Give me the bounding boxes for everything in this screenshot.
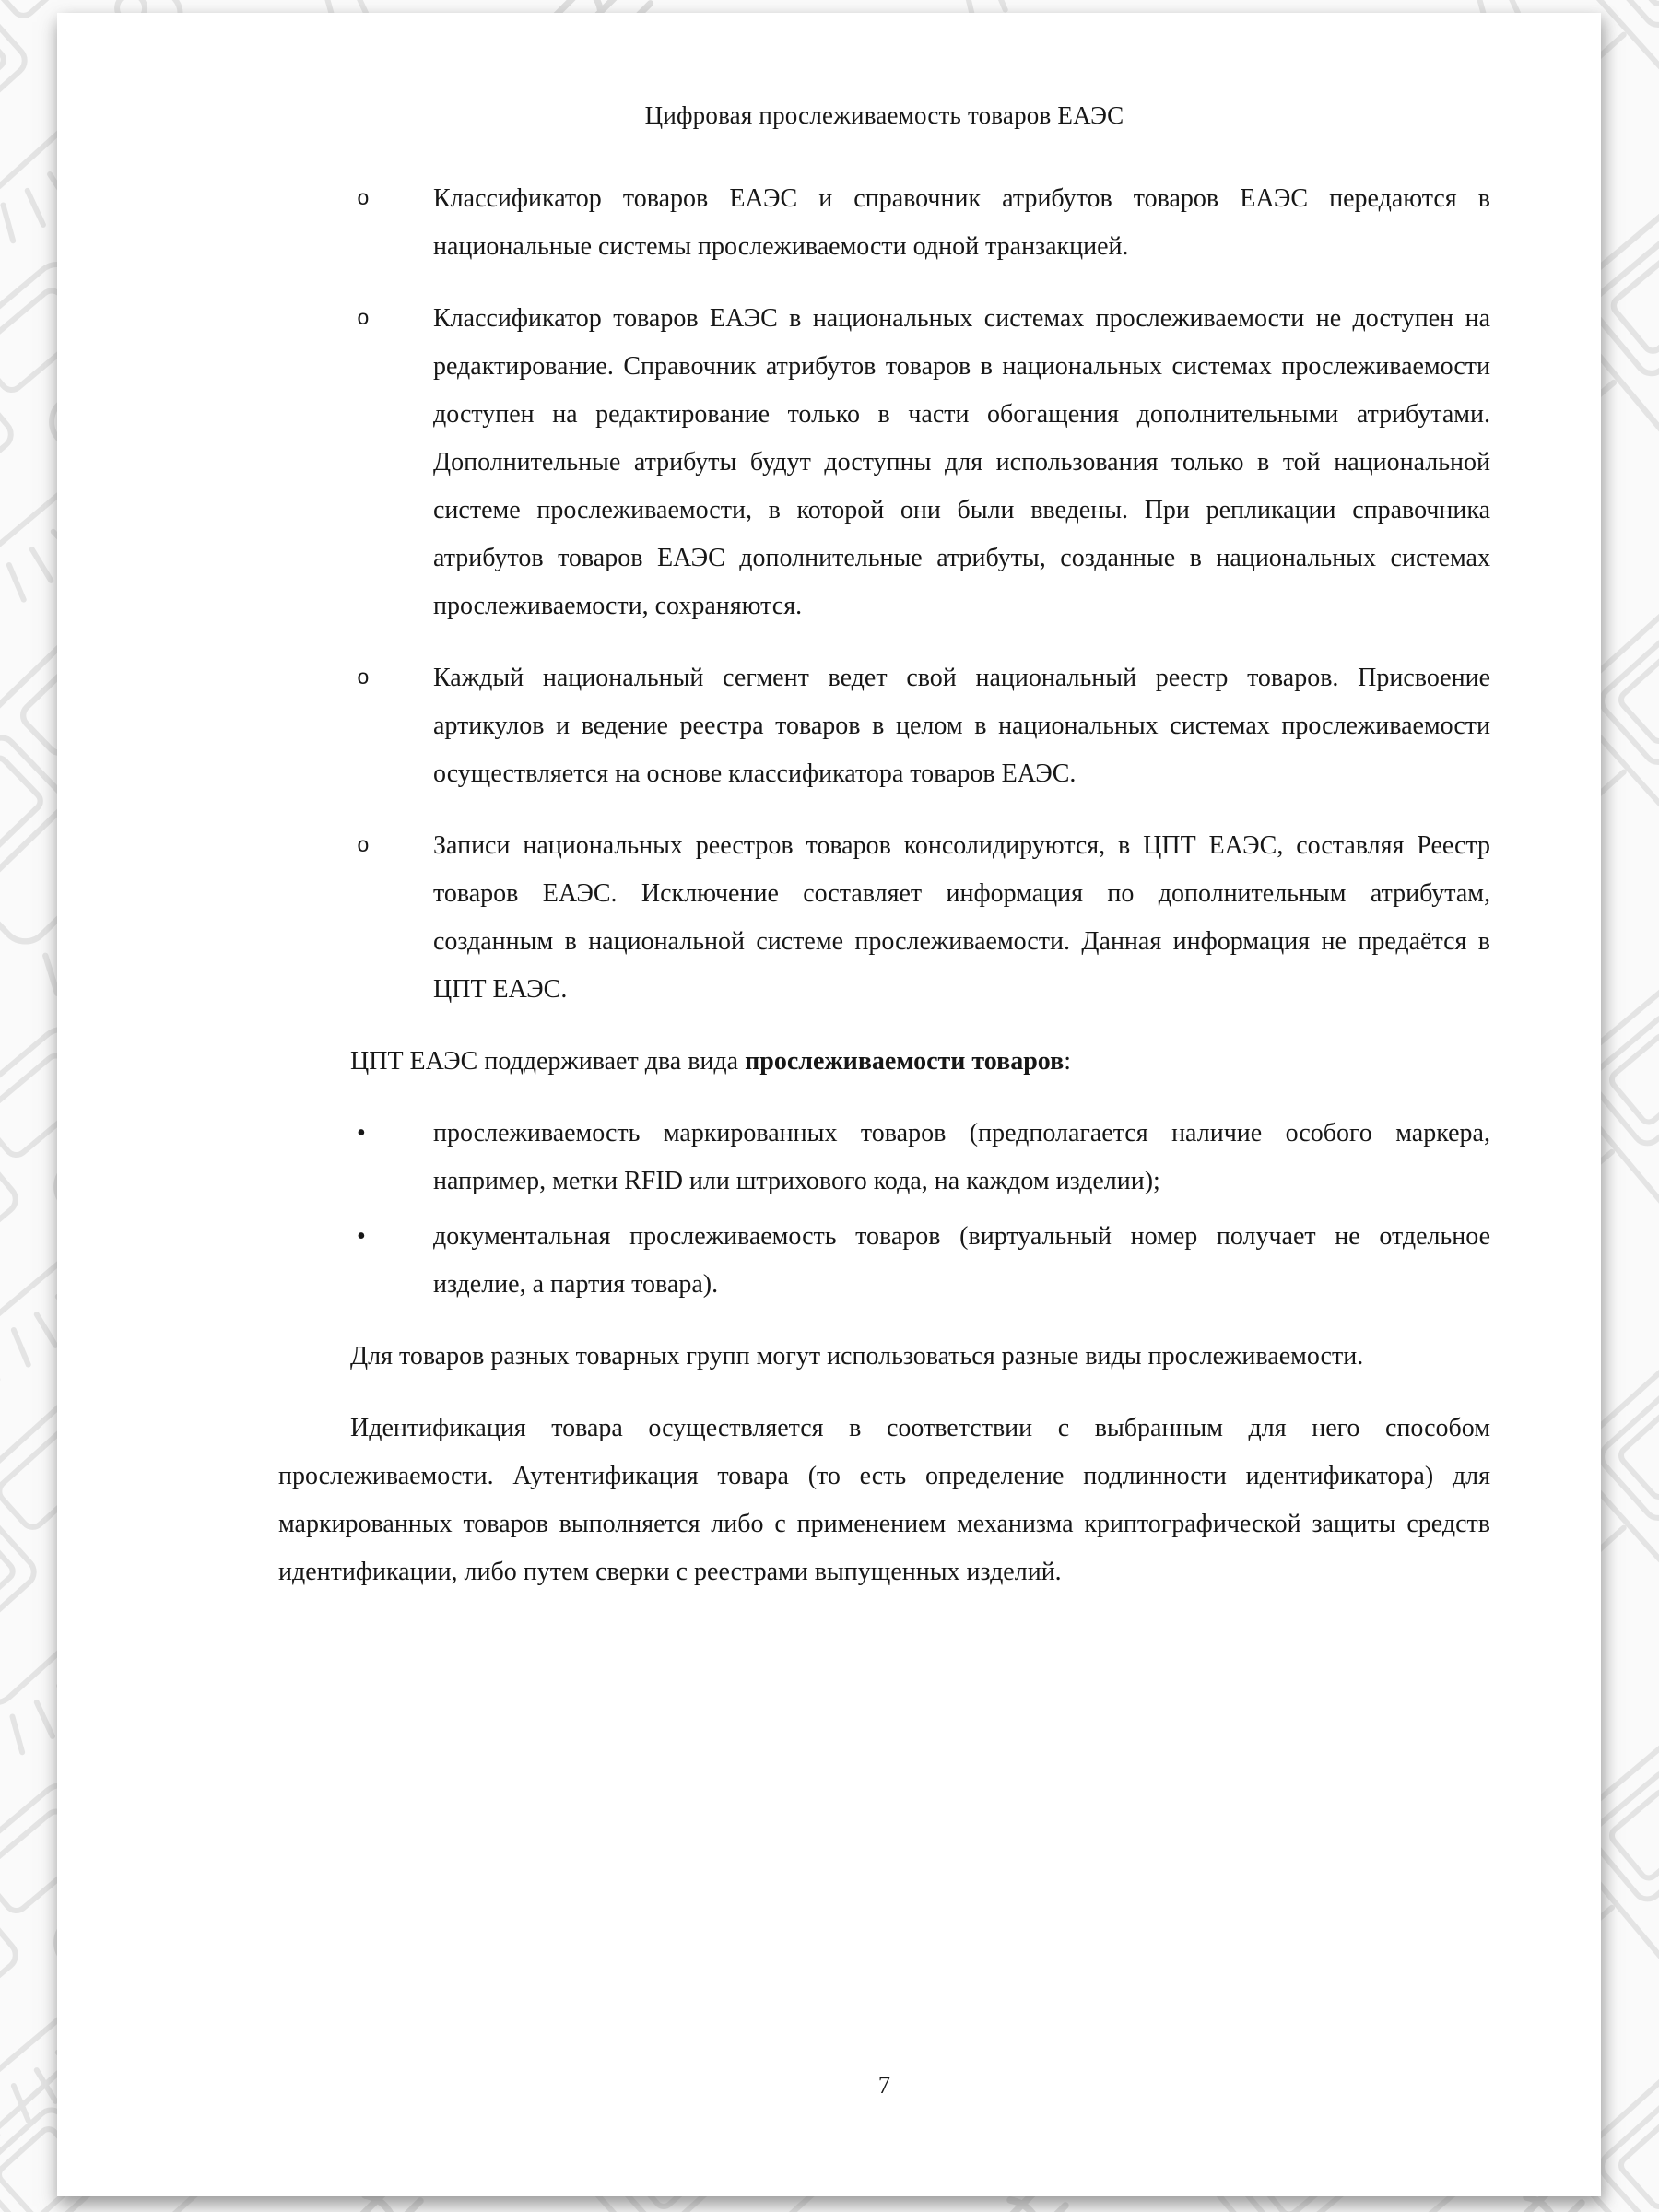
- list-item-text: Записи национальных реестров товаров консолидируются, в ЦПТ ЕАЭС, составляя Реестр товаров ЕАЭС. Исключение составляет информация по дополнительным атрибутам, созданным в национальной системе прослеживаемости. Данная информация не предаётся в ЦПТ ЕАЭС.: [433, 831, 1490, 1004]
- lead-paragraph: [278, 1038, 1490, 1086]
- list-item: [278, 654, 1490, 798]
- circle-bullet-icon: o: [357, 307, 370, 331]
- disc-bullet-list: [278, 1110, 1490, 1309]
- circle-bullet-icon: o: [357, 666, 370, 690]
- circle-bullet-list: [278, 175, 1490, 1014]
- circle-bullet-icon: o: [357, 834, 370, 858]
- page-number: 7: [877, 2071, 891, 2099]
- list-item: [278, 1110, 1490, 1206]
- list-item-text: документальная прослеживаемость товаров (виртуальный номер получает не отдельное изделие, а партия товара).: [433, 1222, 1490, 1299]
- list-item-text: Каждый национальный сегмент ведет свой национальный реестр товаров. Присвоение артикулов и ведение реестра товаров в целом в национальных системах прослеживаемости осуществляется на основе классификатора товаров ЕАЭС.: [433, 664, 1490, 788]
- list-item-text: Классификатор товаров ЕАЭС и справочник атрибутов товаров ЕАЭС передаются в национальные системы прослеживаемости одной транзакцией.: [433, 184, 1490, 261]
- list-item: [278, 822, 1490, 1014]
- lead-prefix: ЦПТ ЕАЭС поддерживает два вида: [350, 1047, 746, 1076]
- document-content: [278, 96, 1490, 1596]
- list-item: [278, 1213, 1490, 1309]
- document-page: [57, 13, 1601, 2196]
- lead-suffix: :: [1064, 1047, 1071, 1076]
- list-item: [278, 295, 1490, 630]
- circle-bullet-icon: o: [357, 187, 370, 211]
- list-item: [278, 175, 1490, 271]
- body-paragraph: Идентификация товара осуществляется в соответствии с выбранным для него способом прослеживаемости. Аутентификация товара (то есть определение подлинности идентификатора) для маркированных товаров выполняется либо с применением механизма криптографической защиты средств идентификации, либо путем сверки с реестрами выпущенных изделий.: [278, 1414, 1490, 1586]
- document-header-title: Цифровая прослеживаемость товаров ЕАЭС: [644, 101, 1124, 129]
- list-item-text: Классификатор товаров ЕАЭС в национальных системах прослеживаемости не доступен на редактирование. Справочник атрибутов товаров в национальных системах прослеживаемости доступен на редактирование только в части обогащения дополнительными атрибутами. Дополнительные атрибуты будут доступны для использования только в той национальной системе прослеживаемости, в которой они были введены. При репликации справочника атрибутов товаров ЕАЭС дополнительные атрибуты, созданные в национальных системах прослеживаемости, сохраняются.: [433, 304, 1490, 620]
- disc-bullet-icon: •: [357, 1222, 366, 1251]
- disc-bullet-icon: •: [357, 1119, 366, 1147]
- list-item-text: прослеживаемость маркированных товаров (предполагается наличие особого маркера, например, метки RFID или штрихового кода, на каждом изделии);: [433, 1119, 1490, 1195]
- body-paragraph: Для товаров разных товарных групп могут использоваться разные виды прослеживаемости.: [350, 1342, 1364, 1371]
- lead-bold-text: прослеживаемости товаров: [745, 1047, 1065, 1076]
